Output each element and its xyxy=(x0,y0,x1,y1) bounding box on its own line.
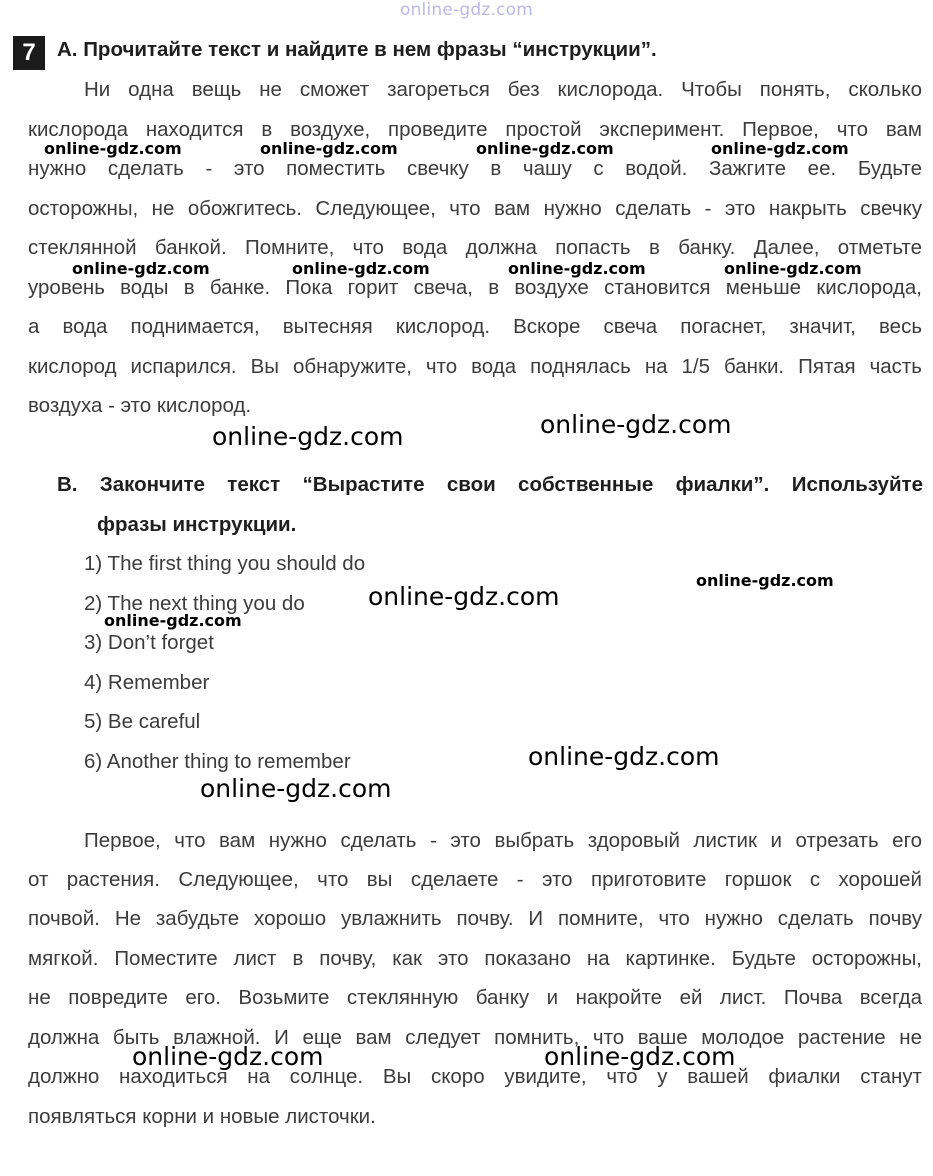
text-line: появляться корни и новые листочки. xyxy=(28,1105,376,1128)
watermark: online-gdz.com xyxy=(200,774,392,803)
watermark: online-gdz.com xyxy=(711,139,849,158)
watermark: online-gdz.com xyxy=(72,259,210,278)
text-line: стеклянной банкой. Помните, что вода должна попасть в банку. Далее, отметьте xyxy=(28,236,922,259)
text-line: почвой. Не забудьте хорошо увлажнить почву. И помните, что нужно сделать почву xyxy=(28,907,922,930)
list-item: 6) Another thing to remember xyxy=(84,750,351,773)
text-line: а вода поднимается, вытесняя кислород. Вскоре свеча погаснет, значит, весь xyxy=(28,315,922,338)
text-line: должна быть влажной. И еще вам следует помнить, что ваше молодое растение не xyxy=(28,1026,922,1049)
list-item: 4) Remember xyxy=(84,671,210,694)
list-item: 3) Don’t forget xyxy=(84,631,214,654)
watermark: online-gdz.com xyxy=(724,259,862,278)
watermark: online-gdz.com xyxy=(476,139,614,158)
watermark: online-gdz.com xyxy=(540,410,732,439)
watermark: online-gdz.com xyxy=(508,259,646,278)
section-b-heading-continued: фразы инструкции. xyxy=(97,513,297,536)
text-line: осторожны, не обожгитесь. Следующее, что вам нужно сделать - это накрыть свечку xyxy=(28,197,922,220)
list-item: 5) Be careful xyxy=(84,710,201,733)
exercise-number-badge: 7 xyxy=(13,36,45,70)
text-line: мягкой. Поместите лист в почву, как это показано на картинке. Будьте осторожны, xyxy=(28,947,922,970)
text-line: Первое, что вам нужно сделать - это выбрать здоровый листик и отрезать его xyxy=(84,829,922,852)
watermark: online-gdz.com xyxy=(104,611,242,630)
watermark: online-gdz.com xyxy=(212,422,404,451)
watermark: online-gdz.com xyxy=(44,139,182,158)
watermark: online-gdz.com xyxy=(292,259,430,278)
text-line: не повредите его. Возьмите стеклянную банку и накройте ей лист. Почва всегда xyxy=(28,986,922,1009)
section-b-heading: B. Закончите текст “Вырастите свои собственные фиалки”. Используйте xyxy=(57,473,923,496)
section-a-heading: А. Прочитайте текст и найдите в нем фразы “инструкции”. xyxy=(57,38,657,61)
watermark: online-gdz.com xyxy=(528,742,720,771)
list-item: 2) The next thing you do xyxy=(84,592,305,615)
watermark: online-gdz.com xyxy=(132,1042,324,1071)
list-item: 1) The first thing you should do xyxy=(84,552,366,575)
watermark: online-gdz.com xyxy=(368,582,560,611)
text-line: от растения. Следующее, что вы сделаете - это приготовите горшок с хорошей xyxy=(28,868,922,891)
text-line: должно находиться на солнце. Вы скоро увидите, что у вашей фиалки станут xyxy=(28,1065,922,1088)
watermark: online-gdz.com xyxy=(260,139,398,158)
text-line: нужно сделать - это поместить свечку в чашу с водой. Зажгите ее. Будьте xyxy=(28,157,922,180)
text-line: воздуха - это кислород. xyxy=(28,394,252,417)
watermark: online-gdz.com xyxy=(544,1042,736,1071)
watermark: online-gdz.com xyxy=(696,571,834,590)
header-watermark: online-gdz.com xyxy=(399,0,533,20)
text-line: кислорода находится в воздухе, проведите простой эксперимент. Первое, что вам xyxy=(28,118,922,141)
text-line: Ни одна вещь не сможет загореться без кислорода. Чтобы понять, сколько xyxy=(84,78,922,101)
text-line: кислород испарился. Вы обнаружите, что вода поднялась на 1/5 банки. Пятая часть xyxy=(28,355,922,378)
text-line: уровень воды в банке. Пока горит свеча, в воздухе становится меньше кислорода, xyxy=(28,276,922,299)
